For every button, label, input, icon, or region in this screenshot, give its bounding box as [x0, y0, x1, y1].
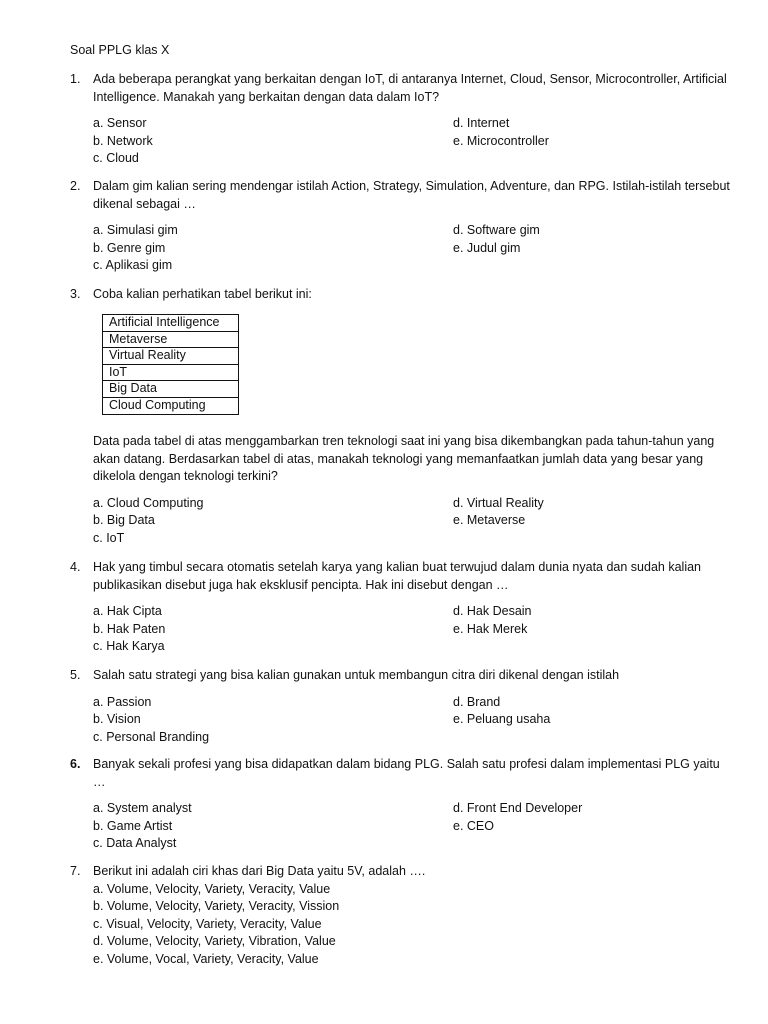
option-c: c. Hak Karya — [93, 639, 165, 654]
option-d: d. Hak Desain — [453, 604, 532, 619]
option-a: a. Hak Cipta — [93, 604, 162, 619]
option-c: c. IoT — [93, 530, 125, 545]
options-grid — [93, 222, 730, 275]
question-text: Hak yang timbul secara otomatis setelah karya yang kalian buat terwujud dalam dunia nyata dan sudah kalian publikasikan disebut juga hak eksklusif pencipta. Hak ini disebut dengan … — [93, 560, 702, 592]
question-text: Dalam gim kalian sering mendengar istilah Action, Strategy, Simulation, Adventure, dan RPG. Istilah-istilah tersebut dikenal sebagai … — [93, 179, 730, 211]
question-number: 2. — [70, 179, 81, 193]
table-cell: IoT — [103, 364, 239, 381]
option-b: b. Network — [93, 133, 153, 148]
question-4 — [70, 559, 730, 656]
question-5 — [70, 667, 730, 747]
option-a: a. Cloud Computing — [93, 495, 204, 510]
document-title: Soal PPLG klas X — [70, 43, 170, 57]
option-b: b. Game Artist — [93, 818, 173, 833]
option-b: b. Hak Paten — [93, 621, 166, 636]
question-text: Banyak sekali profesi yang bisa didapatkan dalam bidang PLG. Salah satu profesi dalam implementasi PLG yaitu … — [93, 757, 720, 789]
option-a: a. Volume, Velocity, Variety, Veracity, Value — [93, 881, 331, 896]
question-number: 6. — [70, 757, 81, 771]
question-2 — [70, 178, 730, 275]
option-c: c. Data Analyst — [93, 836, 177, 851]
option-c: c. Cloud — [93, 151, 139, 166]
table-cell: Virtual Reality — [103, 348, 239, 365]
options-grid — [93, 800, 730, 853]
option-e: e. Hak Merek — [453, 621, 528, 636]
options-grid — [93, 694, 730, 747]
option-d: d. Front End Developer — [453, 801, 583, 816]
question-text-2: Data pada tabel di atas menggambarkan tren teknologi saat ini yang bisa dikembangkan pada tahun-tahun yang akan datang. Berdasarkan tabel di atas, manakah teknologi yang memanfaatkan jumlah data yang besar yang dikelola dengan teknologi terkini? — [93, 434, 715, 484]
question-number: 1. — [70, 72, 81, 86]
question-number: 4. — [70, 560, 81, 574]
option-e: e. CEO — [453, 818, 494, 833]
question-3-continued — [70, 433, 730, 548]
question-number: 7. — [70, 864, 81, 878]
option-a: a. Sensor — [93, 116, 147, 131]
option-e: e. Volume, Vocal, Variety, Veracity, Value — [93, 951, 319, 966]
option-b: b. Vision — [93, 712, 141, 727]
question-number: 5. — [70, 668, 81, 682]
option-c: c. Personal Branding — [93, 729, 210, 744]
option-e: e. Peluang usaha — [453, 712, 551, 727]
option-e: e. Judul gim — [453, 240, 521, 255]
option-d: d. Software gim — [453, 223, 540, 238]
question-3 — [70, 286, 730, 304]
question-text: Ada beberapa perangkat yang berkaitan dengan IoT, di antaranya Internet, Cloud, Sensor, Microcontroller, Artificial Intelligence. Manakah yang berkaitan dengan data dalam IoT? — [93, 72, 727, 104]
option-d: d. Volume, Velocity, Variety, Vibration, Value — [93, 934, 336, 949]
options-grid — [93, 115, 730, 168]
option-a: a. Passion — [93, 694, 152, 709]
option-c: c. Aplikasi gim — [93, 258, 173, 273]
option-c: c. Visual, Velocity, Variety, Veracity, Value — [93, 916, 322, 931]
option-e: e. Microcontroller — [453, 133, 549, 148]
option-d: d. Virtual Reality — [453, 495, 544, 510]
option-a: a. Simulasi gim — [93, 223, 178, 238]
options-list — [93, 881, 730, 969]
question-number: 3. — [70, 287, 81, 301]
option-e: e. Metaverse — [453, 513, 526, 528]
table-cell: Metaverse — [103, 331, 239, 348]
question-1 — [70, 71, 730, 168]
option-b: b. Volume, Velocity, Variety, Veracity, Vission — [93, 899, 340, 914]
options-grid — [93, 495, 730, 548]
options-grid — [93, 603, 730, 656]
option-d: d. Brand — [453, 694, 501, 709]
table-cell: Artificial Intelligence — [103, 315, 239, 332]
table-cell: Big Data — [103, 381, 239, 398]
question-text: Salah satu strategi yang bisa kalian gunakan untuk membangun citra diri dikenal dengan istilah — [93, 668, 620, 682]
question-6 — [70, 756, 730, 853]
option-d: d. Internet — [453, 116, 510, 131]
option-b: b. Genre gim — [93, 240, 166, 255]
option-b: b. Big Data — [93, 513, 155, 528]
question-7 — [70, 863, 730, 969]
question-text: Coba kalian perhatikan tabel berikut ini: — [93, 287, 312, 301]
question-text: Berikut ini adalah ciri khas dari Big Data yaitu 5V, adalah …. — [93, 864, 426, 878]
technology-trend-table — [102, 314, 239, 415]
table-cell: Cloud Computing — [103, 397, 239, 414]
option-a: a. System analyst — [93, 801, 192, 816]
